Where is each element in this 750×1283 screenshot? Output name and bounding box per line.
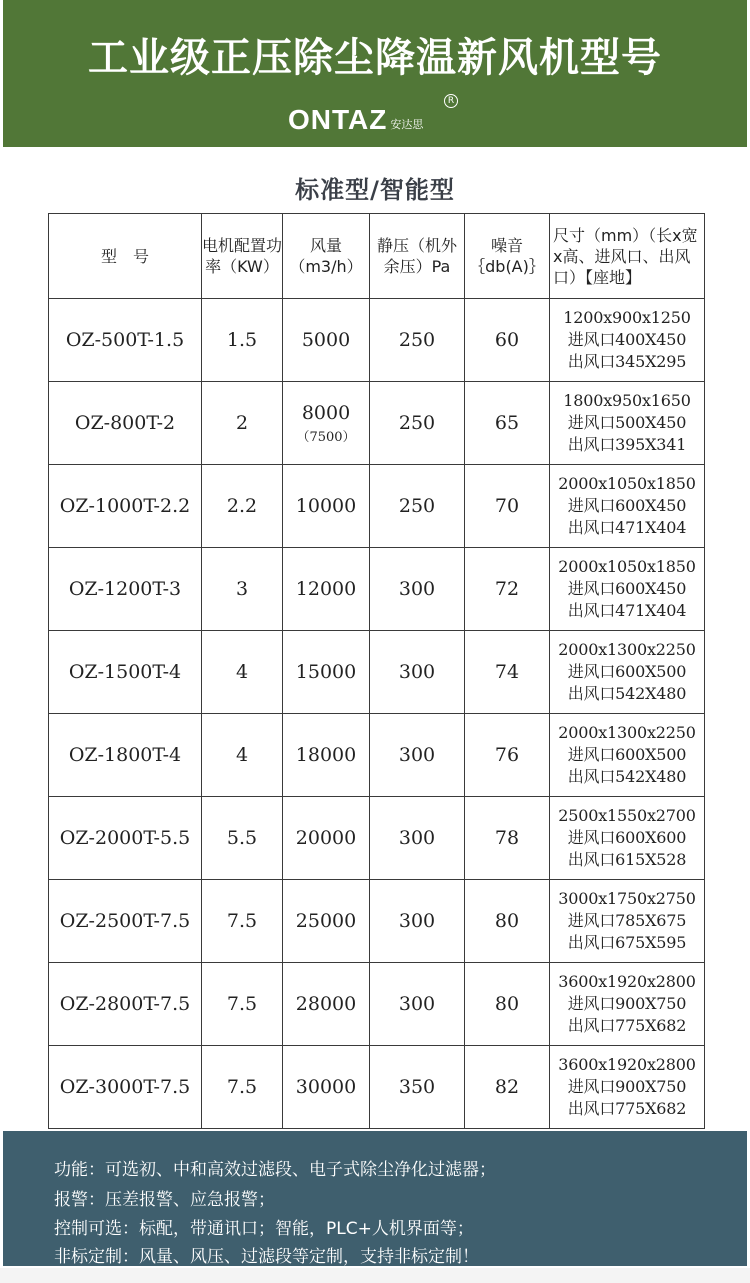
brand-sub: 安达思 bbox=[390, 118, 424, 131]
outlet-value: 出风口471X404 bbox=[567, 518, 687, 537]
noise-cell: 80 bbox=[465, 963, 550, 1046]
pressure-cell: 350 bbox=[370, 1046, 465, 1129]
table-row bbox=[49, 631, 705, 714]
table-row bbox=[49, 465, 705, 548]
outlet-value: 出风口675X595 bbox=[567, 933, 687, 952]
inlet-value: 进风口600X500 bbox=[567, 662, 687, 681]
airflow-cell bbox=[283, 631, 370, 714]
model-cell: OZ-800T-2 bbox=[49, 382, 202, 465]
size-cell bbox=[550, 714, 705, 797]
power-cell: 7.5 bbox=[202, 880, 283, 963]
size-cell bbox=[550, 880, 705, 963]
noise-cell: 74 bbox=[465, 631, 550, 714]
feature-custom: 非标定制：风量、风压、过滤段等定制，支持非标定制！ bbox=[54, 1247, 479, 1267]
noise-cell: 82 bbox=[465, 1046, 550, 1129]
airflow-cell bbox=[283, 714, 370, 797]
inlet-value: 进风口600X500 bbox=[567, 745, 687, 764]
dimension-value: 2000x1300x2250 bbox=[558, 640, 696, 659]
airflow-value: 25000 bbox=[295, 910, 357, 932]
pressure-cell: 300 bbox=[370, 548, 465, 631]
model-cell: OZ-2800T-7.5 bbox=[49, 963, 202, 1046]
table-row bbox=[49, 299, 705, 382]
brand-logo bbox=[288, 96, 423, 136]
inlet-value: 进风口900X750 bbox=[567, 994, 687, 1013]
model-cell: OZ-1800T-4 bbox=[49, 714, 202, 797]
pressure-cell: 300 bbox=[370, 714, 465, 797]
spec-table bbox=[48, 213, 705, 1129]
power-cell: 7.5 bbox=[202, 963, 283, 1046]
size-cell bbox=[550, 299, 705, 382]
airflow-cell bbox=[283, 382, 370, 465]
noise-cell: 60 bbox=[465, 299, 550, 382]
inlet-value: 进风口900X750 bbox=[567, 1077, 687, 1096]
table-row bbox=[49, 714, 705, 797]
dimension-value: 2500x1550x2700 bbox=[558, 806, 696, 825]
table-row bbox=[49, 963, 705, 1046]
size-cell bbox=[550, 797, 705, 880]
airflow-cell bbox=[283, 299, 370, 382]
col-header-size: 尺寸（mm）（长x宽x高、进风口、出风口）【座地】 bbox=[550, 214, 705, 299]
dimension-value: 1200x900x1250 bbox=[563, 308, 691, 327]
dimension-value: 2000x1050x1850 bbox=[558, 557, 696, 576]
table-row bbox=[49, 382, 705, 465]
airflow-cell bbox=[283, 797, 370, 880]
airflow-value: 5000 bbox=[301, 329, 351, 351]
noise-cell: 78 bbox=[465, 797, 550, 880]
airflow-alt-value: （7500） bbox=[296, 429, 356, 445]
table-row bbox=[49, 1046, 705, 1129]
size-cell bbox=[550, 963, 705, 1046]
power-cell: 4 bbox=[202, 631, 283, 714]
col-header-noise: 噪音｛db(A)｝ bbox=[465, 214, 550, 299]
pressure-cell: 300 bbox=[370, 880, 465, 963]
airflow-value: 18000 bbox=[295, 744, 357, 766]
power-cell: 5.5 bbox=[202, 797, 283, 880]
outlet-value: 出风口542X480 bbox=[567, 684, 687, 703]
table-row bbox=[49, 797, 705, 880]
dimension-value: 2000x1300x2250 bbox=[558, 723, 696, 742]
power-cell: 2 bbox=[202, 382, 283, 465]
pressure-cell: 300 bbox=[370, 631, 465, 714]
table-header-row bbox=[49, 214, 705, 299]
page-title: 工业级正压除尘降温新风机型号 bbox=[88, 35, 662, 81]
feature-alarm: 报警：压差报警、应急报警； bbox=[54, 1190, 275, 1210]
model-cell: OZ-1200T-3 bbox=[49, 548, 202, 631]
power-cell: 1.5 bbox=[202, 299, 283, 382]
size-cell bbox=[550, 1046, 705, 1129]
inlet-value: 进风口500X450 bbox=[567, 413, 687, 432]
airflow-value: 10000 bbox=[295, 495, 357, 517]
outlet-value: 出风口775X682 bbox=[567, 1099, 687, 1118]
size-cell bbox=[550, 631, 705, 714]
inlet-value: 进风口785X675 bbox=[567, 911, 687, 930]
model-cell: OZ-1000T-2.2 bbox=[49, 465, 202, 548]
airflow-cell bbox=[283, 465, 370, 548]
inlet-value: 进风口400X450 bbox=[567, 330, 687, 349]
power-cell: 3 bbox=[202, 548, 283, 631]
noise-cell: 65 bbox=[465, 382, 550, 465]
airflow-cell bbox=[283, 880, 370, 963]
table-row bbox=[49, 548, 705, 631]
size-cell bbox=[550, 465, 705, 548]
airflow-cell bbox=[283, 1046, 370, 1129]
inlet-value: 进风口600X450 bbox=[567, 579, 687, 598]
pressure-cell: 300 bbox=[370, 963, 465, 1046]
size-cell bbox=[550, 548, 705, 631]
dimension-value: 1800x950x1650 bbox=[563, 391, 691, 410]
inlet-value: 进风口600X450 bbox=[567, 496, 687, 515]
outlet-value: 出风口775X682 bbox=[567, 1016, 687, 1035]
dimension-value: 3600x1920x2800 bbox=[558, 972, 696, 991]
airflow-cell bbox=[283, 963, 370, 1046]
brand-name: ONTAZ bbox=[288, 104, 388, 135]
pressure-cell: 250 bbox=[370, 465, 465, 548]
airflow-cell bbox=[283, 548, 370, 631]
noise-cell: 80 bbox=[465, 880, 550, 963]
model-cell: OZ-2500T-7.5 bbox=[49, 880, 202, 963]
bottom-strip bbox=[0, 1268, 750, 1283]
outlet-value: 出风口345X295 bbox=[567, 352, 687, 371]
registered-mark-icon: R bbox=[444, 94, 458, 108]
col-header-model: 型 号 bbox=[49, 214, 202, 299]
airflow-value: 8000 bbox=[301, 401, 351, 424]
airflow-value: 20000 bbox=[295, 827, 357, 849]
airflow-value: 28000 bbox=[295, 993, 357, 1015]
airflow-value: 15000 bbox=[295, 661, 357, 683]
table-row bbox=[49, 880, 705, 963]
inlet-value: 进风口600X600 bbox=[567, 828, 687, 847]
model-cell: OZ-2000T-5.5 bbox=[49, 797, 202, 880]
airflow-value: 30000 bbox=[295, 1076, 357, 1098]
model-cell: OZ-3000T-7.5 bbox=[49, 1046, 202, 1129]
power-cell: 7.5 bbox=[202, 1046, 283, 1129]
feature-control: 控制可选：标配，带通讯口；智能，PLC+人机界面等； bbox=[54, 1219, 474, 1239]
pressure-cell: 250 bbox=[370, 382, 465, 465]
model-cell: OZ-1500T-4 bbox=[49, 631, 202, 714]
pressure-cell: 250 bbox=[370, 299, 465, 382]
model-cell: OZ-500T-1.5 bbox=[49, 299, 202, 382]
noise-cell: 70 bbox=[465, 465, 550, 548]
power-cell: 4 bbox=[202, 714, 283, 797]
col-header-power: 电机配置功率（KW） bbox=[202, 214, 283, 299]
col-header-airflow: 风量（m3/h） bbox=[283, 214, 370, 299]
outlet-value: 出风口542X480 bbox=[567, 767, 687, 786]
col-header-pressure: 静压（机外余压）Pa bbox=[370, 214, 465, 299]
dimension-value: 3600x1920x2800 bbox=[558, 1055, 696, 1074]
size-cell bbox=[550, 382, 705, 465]
outlet-value: 出风口615X528 bbox=[567, 850, 687, 869]
dimension-value: 3000x1750x2750 bbox=[558, 889, 696, 908]
section-subtitle: 标准型/智能型 bbox=[295, 176, 455, 204]
power-cell: 2.2 bbox=[202, 465, 283, 548]
dimension-value: 2000x1050x1850 bbox=[558, 474, 696, 493]
outlet-value: 出风口395X341 bbox=[567, 435, 687, 454]
outlet-value: 出风口471X404 bbox=[567, 601, 687, 620]
pressure-cell: 300 bbox=[370, 797, 465, 880]
airflow-value: 12000 bbox=[295, 578, 357, 600]
noise-cell: 72 bbox=[465, 548, 550, 631]
noise-cell: 76 bbox=[465, 714, 550, 797]
feature-function: 功能：可选初、中和高效过滤段、电子式除尘净化过滤器； bbox=[54, 1160, 496, 1180]
